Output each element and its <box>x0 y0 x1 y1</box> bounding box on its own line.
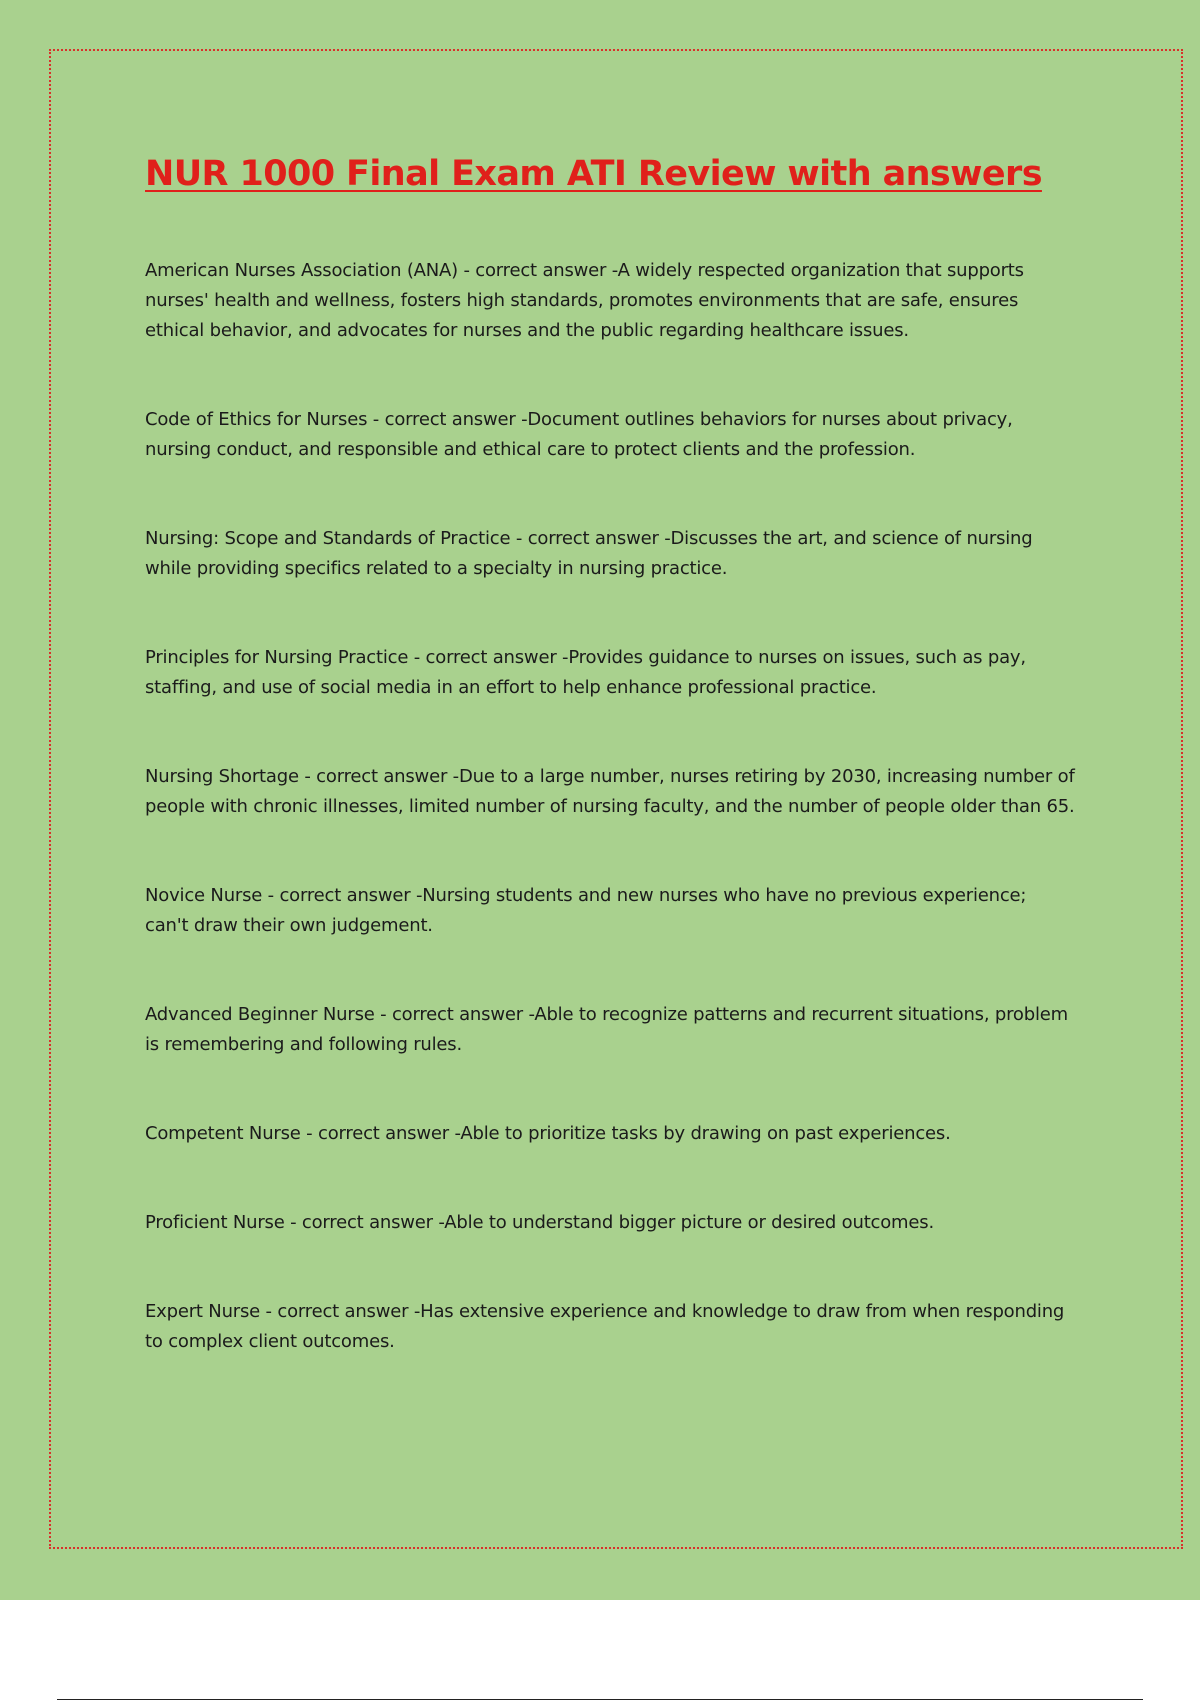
document-content <box>145 150 1075 1416</box>
entry-novice-nurse: Novice Nurse - correct answer -Nursing students and new nurses who have no previous experience; can't draw their own judgement. <box>145 885 1027 936</box>
entry-principles-for-practice: Principles for Nursing Practice - correct answer -Provides guidance to nurses on issues, such as pay, staffing, and use of social media in an effort to help enhance professional practice. <box>145 647 1026 698</box>
entry-list <box>145 256 1075 1357</box>
entry-competent-nurse: Competent Nurse - correct answer -Able to prioritize tasks by drawing on past experiences. <box>145 1123 951 1144</box>
entry-ana: American Nurses Association (ANA) - correct answer -A widely respected organization that supports nurses' health and wellness, fosters high standards, promotes environments that are safe, ensures ethical behavior, and advocates for nurses and the public regarding healthcare issues. <box>145 260 1024 341</box>
entry-proficient-nurse: Proficient Nurse - correct answer -Able to understand bigger picture or desired outcomes. <box>145 1212 934 1233</box>
entry-code-of-ethics: Code of Ethics for Nurses - correct answer -Document outlines behaviors for nurses about privacy, nursing conduct, and responsible and ethical care to protect clients and the profession. <box>145 409 1013 460</box>
entry-advanced-beginner-nurse: Advanced Beginner Nurse - correct answer -Able to recognize patterns and recurrent situations, problem is remembering and following rules. <box>145 1004 1068 1055</box>
entry-scope-and-standards: Nursing: Scope and Standards of Practice - correct answer -Discusses the art, and science of nursing while providing specifics related to a specialty in nursing practice. <box>145 528 1033 579</box>
entry-expert-nurse: Expert Nurse - correct answer -Has extensive experience and knowledge to draw from when responding to complex client outcomes. <box>145 1301 1065 1352</box>
document-title: NUR 1000 Final Exam ATI Review with answers <box>145 154 1042 194</box>
entry-nursing-shortage: Nursing Shortage - correct answer -Due to a large number, nurses retiring by 2030, increasing number of people with chronic illnesses, limited number of nursing faculty, and the number of people older than 65. <box>145 766 1075 817</box>
